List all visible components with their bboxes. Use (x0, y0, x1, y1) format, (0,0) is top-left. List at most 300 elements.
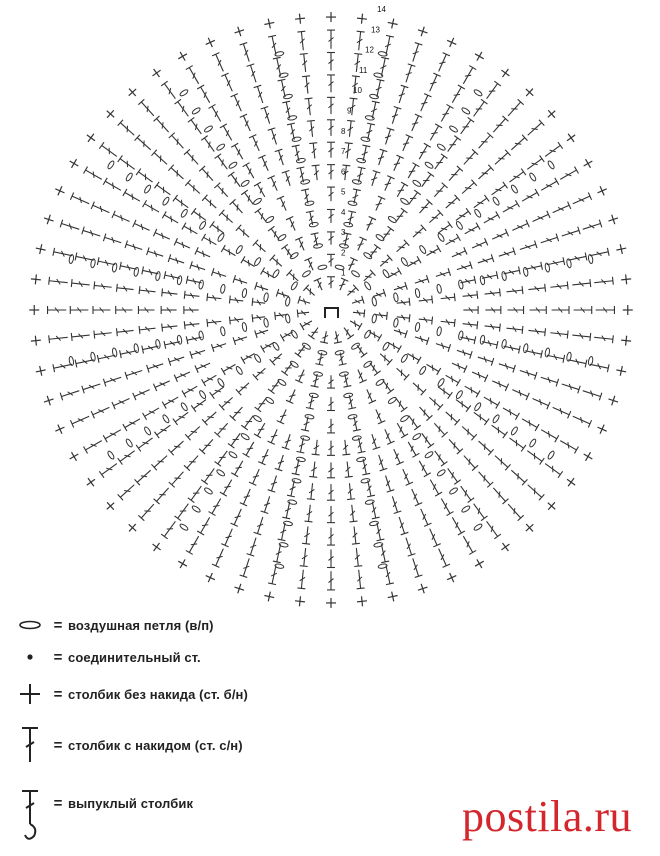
single-crochet-symbol (548, 110, 555, 117)
double-crochet-symbol (590, 248, 609, 256)
single-crochet-symbol (153, 543, 161, 551)
double-crochet-symbol (154, 488, 169, 504)
chain-symbol (296, 457, 306, 463)
double-crochet-symbol (507, 286, 523, 294)
double-crochet-symbol (367, 123, 375, 140)
double-crochet-symbol (388, 343, 401, 353)
double-crochet-symbol (413, 225, 426, 237)
double-crochet-symbol (221, 529, 232, 547)
single-crochet-symbol (388, 592, 398, 602)
double-crochet-symbol (352, 296, 364, 304)
double-crochet-symbol (370, 363, 381, 376)
double-crochet-symbol (84, 167, 102, 180)
chain-symbol (436, 284, 442, 294)
double-crochet-symbol (462, 180, 477, 194)
double-crochet-symbol (143, 200, 160, 212)
double-crochet-symbol (243, 163, 254, 178)
double-crochet-symbol (499, 363, 516, 372)
equals-sign: = (53, 648, 63, 666)
double-crochet-symbol (376, 79, 385, 97)
double-crochet-symbol (240, 558, 250, 577)
double-crochet-symbol (487, 521, 501, 539)
chain-symbol (419, 245, 427, 255)
double-crochet-symbol (125, 240, 142, 249)
double-crochet-symbol (499, 247, 516, 256)
chain-symbol (547, 160, 555, 170)
double-crochet-symbol (211, 268, 226, 277)
chain-symbol (339, 371, 349, 377)
double-crochet-symbol (572, 279, 590, 287)
watermark-logo (462, 791, 632, 842)
double-crochet-symbol (307, 483, 315, 499)
double-crochet-symbol (112, 211, 130, 222)
double-crochet-symbol (281, 363, 292, 376)
chain-symbol (361, 478, 371, 484)
double-crochet-symbol (164, 341, 180, 349)
single-crochet-symbol (264, 592, 274, 602)
double-crochet-symbol (383, 380, 394, 393)
double-crochet-symbol (399, 85, 408, 103)
chain-symbol (220, 284, 226, 294)
single-crochet-symbol (70, 452, 79, 461)
double-crochet-symbol (287, 480, 295, 497)
double-crochet-symbol (300, 321, 312, 330)
double-crochet-symbol (70, 416, 89, 427)
double-crochet-symbol (273, 544, 282, 563)
chain-symbol (302, 342, 312, 350)
chain-symbol (162, 196, 170, 206)
chain-symbol (289, 360, 299, 368)
double-crochet-symbol (438, 221, 452, 233)
double-crochet-symbol (511, 470, 527, 485)
double-crochet-symbol (553, 202, 571, 213)
chain-symbol (143, 184, 151, 194)
double-crochet-symbol (394, 449, 404, 465)
double-crochet-symbol (386, 565, 394, 584)
double-crochet-symbol (185, 180, 200, 194)
chain-symbol (458, 280, 464, 290)
double-crochet-symbol (562, 227, 580, 236)
double-crochet-symbol (441, 319, 455, 327)
double-crochet-symbol (434, 183, 447, 197)
chain-symbol (204, 487, 214, 495)
single-crochet-symbol (608, 215, 618, 225)
double-crochet-symbol (229, 296, 243, 304)
double-crochet-symbol (547, 354, 565, 363)
double-crochet-symbol (297, 570, 305, 589)
double-crochet-symbol (142, 346, 159, 354)
double-crochet-symbol (429, 397, 443, 410)
chain-symbol (180, 208, 188, 218)
chain-symbol (217, 378, 225, 388)
double-crochet-symbol (509, 169, 525, 182)
chain-symbol (242, 322, 248, 332)
double-crochet-symbol (268, 429, 278, 444)
chain-symbol (473, 523, 483, 531)
single-crochet-symbol (178, 559, 187, 568)
double-crochet-symbol (327, 506, 335, 523)
double-crochet-symbol (525, 262, 542, 270)
single-crochet-symbol (44, 215, 54, 225)
double-crochet-symbol (327, 254, 335, 266)
chain-symbol (510, 426, 518, 436)
double-crochet-symbol (492, 425, 508, 438)
double-crochet-symbol (195, 247, 210, 257)
double-crochet-symbol (385, 128, 394, 145)
double-crochet-symbol (541, 178, 559, 191)
double-crochet-symbol (527, 451, 544, 465)
single-crochet-symbol (357, 596, 367, 606)
single-crochet-symbol (621, 336, 631, 346)
double-crochet-symbol (247, 538, 257, 556)
slip-stitch-icon (12, 637, 48, 677)
double-crochet-symbol (254, 85, 263, 103)
chain-symbol (253, 197, 263, 205)
double-crochet-symbol (268, 176, 278, 191)
double-crochet-symbol (220, 124, 232, 141)
double-crochet-symbol (188, 117, 201, 133)
chain-symbol (364, 281, 372, 291)
double-crochet-symbol (268, 380, 279, 393)
single-crochet-symbol (107, 110, 114, 117)
double-crochet-symbol (327, 30, 335, 49)
double-crochet-symbol (282, 434, 291, 449)
legend-single-crochet (12, 683, 248, 705)
double-crochet-symbol (175, 99, 189, 116)
round-number-label: 9 (347, 106, 352, 116)
double-crochet-symbol (397, 182, 408, 197)
double-crochet-symbol (413, 43, 423, 62)
double-crochet-symbol (230, 199, 243, 213)
double-crochet-symbol (380, 255, 392, 267)
double-crochet-symbol (415, 336, 429, 345)
double-crochet-symbol (474, 99, 488, 116)
double-crochet-symbol (241, 354, 255, 364)
double-crochet-symbol (367, 390, 376, 404)
chain-symbol (437, 378, 445, 388)
double-crochet-symbol (394, 329, 407, 338)
equals-sign: = (53, 794, 63, 812)
double-crochet-symbol (135, 135, 151, 150)
double-crochet-symbol (281, 244, 292, 257)
double-crochet-symbol (345, 462, 353, 478)
chain-symbol (375, 378, 385, 386)
chain-symbol (253, 257, 261, 267)
single-crochet-symbol (264, 19, 274, 29)
double-crochet-symbol (430, 529, 441, 547)
double-crochet-symbol (357, 237, 366, 250)
double-crochet-symbol (151, 456, 167, 471)
double-crochet-symbol (478, 356, 494, 365)
double-crochet-symbol (123, 419, 140, 431)
double-crochet-symbol (388, 267, 401, 277)
double-crochet-symbol (186, 536, 199, 554)
double-crochet-symbol (207, 293, 221, 301)
double-crochet-symbol (241, 190, 253, 204)
double-crochet-symbol (138, 99, 154, 116)
double-crochet-symbol (367, 480, 375, 497)
double-crochet-symbol (162, 288, 178, 296)
double-crochet-symbol (541, 430, 559, 443)
double-crochet-symbol (527, 155, 544, 169)
double-crochet-symbol (186, 66, 199, 84)
double-crochet-symbol (472, 372, 488, 382)
double-crochet-symbol (247, 64, 256, 82)
watermark-tld: ru (594, 792, 632, 841)
double-crochet-symbol (75, 253, 94, 262)
double-crochet-symbol (327, 142, 335, 157)
double-crochet-symbol (503, 408, 520, 420)
double-crochet-symbol (312, 165, 320, 180)
chain-symbol (179, 89, 189, 97)
double-crochet-symbol (385, 176, 395, 191)
double-crochet-symbol (504, 345, 521, 353)
chain-symbol (400, 354, 408, 364)
double-crochet-symbol (169, 472, 184, 488)
chain-symbol (343, 222, 353, 228)
chain-symbol (177, 335, 183, 345)
double-crochet-symbol (583, 220, 602, 230)
double-crochet-symbol (465, 223, 480, 234)
double-crochet-symbol (261, 343, 274, 353)
double-crochet-symbol (436, 268, 451, 276)
double-crochet-symbol (136, 438, 152, 451)
double-crochet-symbol (420, 199, 433, 213)
double-crochet-symbol (201, 468, 214, 484)
double-crochet-symbol (99, 142, 117, 156)
chain-symbol (204, 125, 214, 133)
chain-symbol (547, 450, 555, 460)
double-crochet-symbol (452, 517, 465, 535)
double-crochet-symbol (327, 187, 335, 201)
double-crochet-symbol (528, 328, 545, 336)
double-crochet-symbol (199, 166, 213, 181)
double-crochet-symbol (357, 31, 365, 50)
double-crochet-symbol (446, 195, 460, 208)
chain-symbol (300, 435, 310, 441)
double-crochet-symbol (280, 332, 292, 342)
double-crochet-symbol (168, 357, 184, 366)
double-crochet-symbol (596, 306, 615, 314)
double-crochet-symbol (195, 363, 210, 373)
double-crochet-symbol (309, 143, 317, 159)
chain-symbol (313, 243, 323, 249)
double-crochet-symbol (120, 350, 137, 358)
double-crochet-symbol (60, 391, 79, 401)
double-crochet-symbol (441, 498, 453, 515)
double-crochet-symbol (436, 343, 451, 352)
single-crochet-symbol (55, 425, 64, 434)
double-crochet-symbol (276, 289, 289, 298)
chain-symbol (461, 107, 471, 115)
double-crochet-symbol (327, 97, 335, 114)
single-crochet-symbol (598, 425, 607, 434)
double-crochet-symbol (508, 504, 524, 521)
double-crochet-symbol (449, 439, 463, 454)
chain-symbol (529, 438, 537, 448)
single-crochet-symbol (567, 134, 575, 142)
round-number-label: 11 (359, 65, 368, 75)
double-crochet-symbol (255, 398, 267, 412)
double-crochet-symbol (350, 321, 362, 330)
double-crochet-symbol (162, 211, 178, 223)
chain-symbol (272, 269, 280, 279)
double-crochet-symbol (197, 517, 210, 535)
chain-symbol (296, 158, 306, 164)
double-crochet-symbol (71, 333, 89, 341)
double-crochet-symbol (154, 116, 169, 132)
chain-symbol (277, 233, 287, 241)
double-crochet-symbol (430, 124, 442, 141)
chain-symbol (419, 366, 427, 376)
double-crochet-symbol (492, 381, 508, 391)
double-crochet-symbol (397, 314, 410, 322)
double-crochet-symbol (275, 149, 284, 165)
double-crochet-symbol (162, 324, 178, 332)
double-crochet-symbol (268, 226, 279, 239)
chain-symbol (474, 208, 482, 218)
chain-symbol (217, 233, 225, 243)
double-crochet-symbol (320, 331, 328, 343)
double-crochet-symbol (254, 517, 263, 535)
double-crochet-symbol (268, 128, 277, 145)
double-crochet-symbol (233, 275, 247, 284)
double-crochet-symbol (507, 306, 523, 314)
chain-symbol (351, 270, 361, 278)
chain-symbol (363, 252, 373, 260)
double-crochet-symbol (139, 286, 155, 294)
double-crochet-symbol (474, 195, 489, 208)
single-crochet-symbol (608, 396, 618, 406)
chain-symbol (107, 450, 115, 460)
double-crochet-symbol (252, 298, 265, 306)
single-crochet-symbol (584, 159, 593, 168)
double-crochet-symbol (573, 416, 592, 427)
double-crochet-symbol (154, 182, 170, 195)
double-crochet-symbol (297, 309, 309, 317)
double-crochet-symbol (474, 504, 488, 521)
double-crochet-symbol (103, 377, 121, 386)
double-crochet-symbol (297, 31, 305, 50)
double-crochet-symbol (314, 278, 322, 290)
single-crochet-symbol (235, 27, 245, 37)
double-crochet-symbol (383, 226, 394, 239)
double-crochet-symbol (456, 400, 471, 412)
chain-symbol (191, 505, 201, 513)
double-crochet-symbol (434, 423, 447, 437)
double-crochet-symbol (452, 363, 467, 373)
chain-symbol (216, 143, 226, 151)
double-crochet-symbol (231, 143, 243, 159)
double-crochet-symbol (287, 123, 295, 140)
double-crochet-symbol (201, 136, 214, 152)
double-crochet-symbol (396, 398, 408, 412)
double-crochet-symbol (202, 412, 216, 425)
double-crochet-symbol (380, 354, 392, 366)
double-crochet-symbol (261, 267, 274, 277)
double-crochet-symbol (568, 359, 587, 368)
chain-symbol (253, 414, 263, 422)
double-crochet-symbol (173, 195, 188, 208)
double-crochet-symbol (305, 98, 313, 115)
legend-post-stitch (12, 792, 193, 814)
single-crochet-symbol (501, 69, 509, 77)
chain-symbol (155, 271, 161, 281)
single-crochet-symbol (501, 543, 509, 551)
double-crochet-symbol (528, 120, 545, 136)
double-crochet-symbol (422, 433, 434, 448)
double-crochet-symbol (590, 363, 609, 372)
double-crochet-symbol (253, 368, 266, 380)
equals-sign: = (53, 616, 63, 634)
double-crochet-symbol (298, 296, 310, 305)
double-crochet-symbol (231, 509, 242, 527)
double-crochet-symbol (168, 254, 184, 263)
double-crochet-symbol (249, 135, 259, 151)
round-number-labels (341, 5, 386, 278)
double-crochet-symbol (385, 429, 395, 444)
double-crochet-symbol (327, 397, 335, 410)
watermark-name: postila (462, 792, 583, 841)
double-crochet-symbol (439, 549, 450, 568)
double-crochet-symbol (484, 211, 500, 223)
double-crochet-symbol (327, 419, 335, 433)
double-crochet-symbol (184, 456, 198, 471)
double-crochet-symbol (184, 306, 199, 314)
double-crochet-symbol (327, 53, 335, 71)
double-crochet-symbol (541, 234, 559, 243)
double-crochet-symbol (53, 248, 72, 257)
single-crochet-symbol (55, 186, 64, 195)
single-crochet-symbol (357, 14, 367, 24)
chain-symbol (125, 172, 133, 182)
double-crochet-symbol (522, 189, 539, 201)
double-crochet-symbol (120, 262, 137, 271)
chain-symbol (300, 179, 310, 185)
chain-symbol (449, 125, 459, 133)
double-crochet-symbol (376, 196, 386, 211)
double-crochet-symbol (147, 364, 164, 373)
chain-symbol (180, 402, 188, 412)
chain-symbol (356, 457, 366, 463)
double-crochet-symbol (327, 120, 335, 136)
double-crochet-symbol (435, 154, 448, 169)
double-crochet-symbol (231, 94, 242, 112)
chain-symbol (492, 414, 500, 424)
chain-symbol (351, 342, 361, 350)
round-number-label: 1 (341, 268, 346, 278)
double-crochet-symbol (479, 441, 494, 455)
single-crochet-symbol (31, 274, 41, 284)
chain-symbol (143, 426, 151, 436)
double-crochet-symbol (594, 335, 613, 343)
double-crochet-symbol (573, 192, 592, 203)
double-crochet-symbol (221, 364, 235, 375)
round-number-label: 8 (341, 126, 346, 136)
double-crochet-symbol (91, 202, 109, 213)
double-crochet-symbol (292, 145, 300, 161)
double-crochet-symbol (378, 149, 387, 165)
double-crochet-symbol (463, 306, 478, 314)
double-crochet-symbol (327, 528, 335, 545)
legend-double-crochet (12, 734, 243, 756)
double-crochet-symbol (463, 291, 478, 299)
double-crochet-symbol (394, 155, 404, 171)
double-crochet-symbol (372, 434, 380, 449)
double-crochet-symbol (308, 328, 318, 340)
single-crochet-symbol (475, 559, 484, 568)
double-crochet-symbol (528, 485, 545, 501)
